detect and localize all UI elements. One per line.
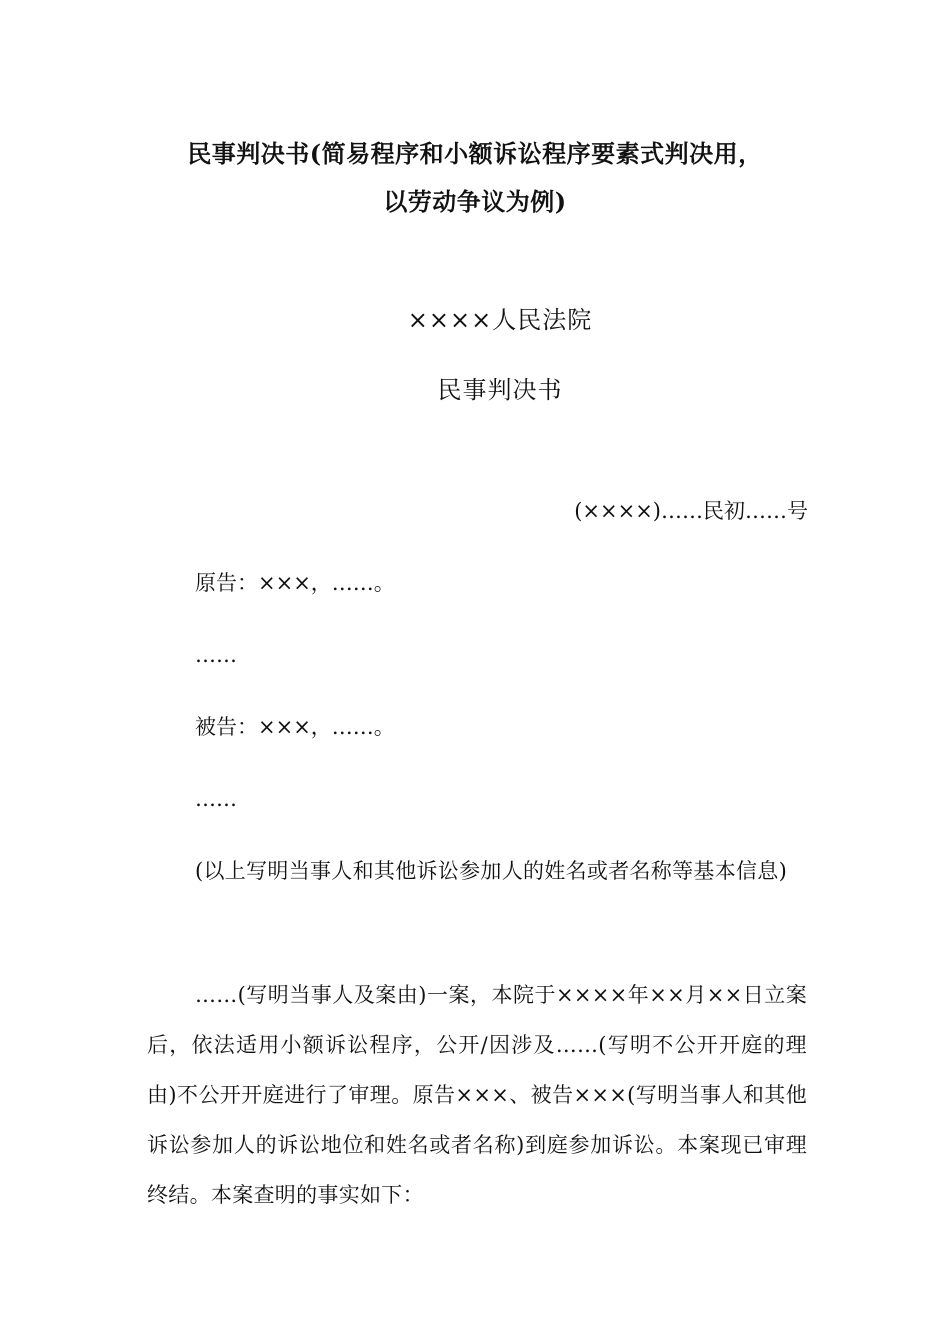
case-body-paragraph: ……(写明当事人及案由)一案，本院于××××年××月××日立案后，依法适用小额诉讼程序，公开/因涉及……(写明不公开开庭的理由)不公开开庭进行了审理。原告×××、被告×××(写明当事人和其他诉讼参加人的诉讼地位和姓名或者名称)到庭参加诉讼。本案现已审理终结。本案查明的事实如下：	[147, 983, 807, 1207]
plaintiff-line: 原告：×××，……。	[195, 571, 395, 595]
court-name: ××××人民法院	[407, 306, 593, 334]
document-title-line-2: 以劳动争议为例)	[383, 187, 567, 216]
judgment-heading: 民事判决书	[437, 376, 563, 404]
document-title-line-1: 民事判决书(简易程序和小额诉讼程序要素式判决用，	[187, 139, 763, 168]
defendant-continuation: ……	[195, 787, 237, 811]
plaintiff-continuation: ……	[195, 643, 237, 667]
document-title	[150, 130, 800, 226]
defendant-line: 被告：×××，……。	[195, 715, 395, 739]
party-info-note: (以上写明当事人和其他诉讼参加人的姓名或者名称等基本信息)	[195, 859, 788, 883]
case-number: (××××)……民初……号	[574, 499, 808, 523]
